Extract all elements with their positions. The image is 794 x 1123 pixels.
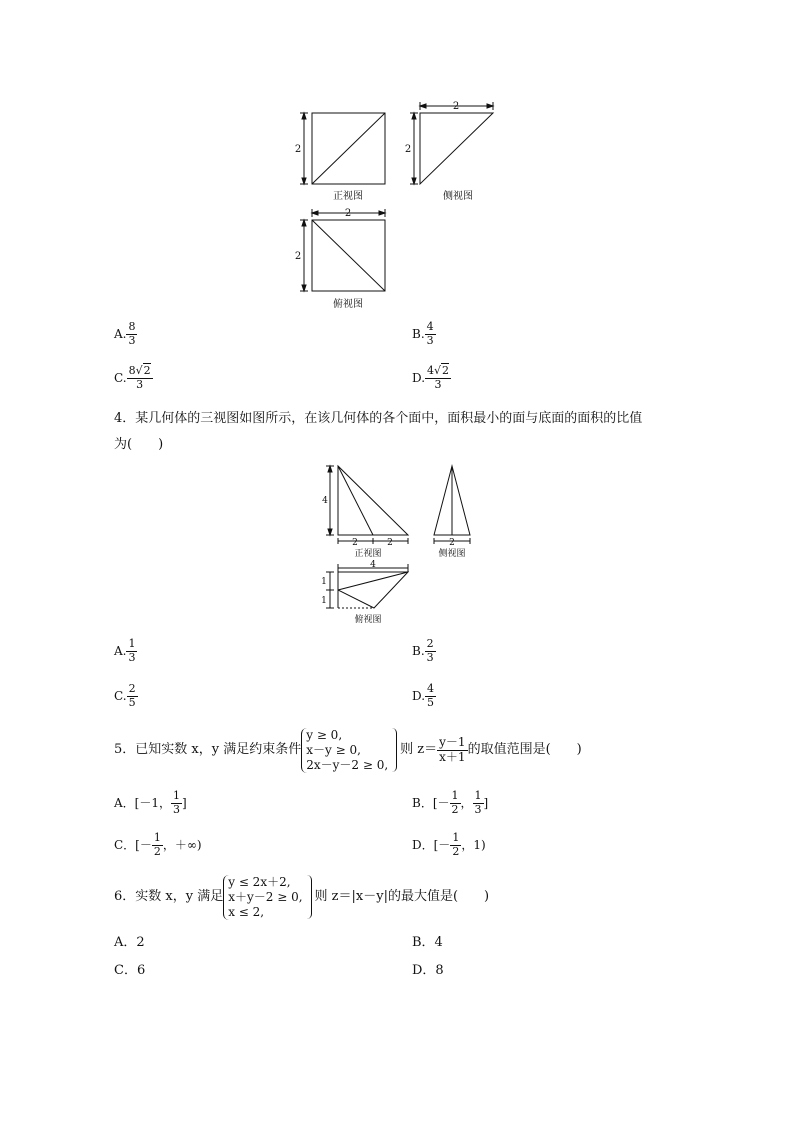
q3-side-view — [410, 102, 493, 184]
q3-top-label: 俯视图 — [333, 299, 363, 310]
q5-system-bracket — [392, 728, 397, 772]
q3-option-a-fraction — [126, 321, 137, 347]
q4-option-c-letter: C. — [114, 689, 127, 704]
q5-constraint-system — [301, 728, 392, 773]
q4-side-label: 侧视图 — [438, 549, 466, 559]
q4-front-view — [326, 466, 408, 544]
q4-option-b[interactable] — [412, 638, 436, 664]
q5-expression-den: x＋1 — [439, 749, 466, 764]
q3-option-d-radicand: 2 — [442, 364, 450, 377]
q3-three-view-figure — [290, 98, 510, 318]
q3-side-dim-top: 2 — [452, 101, 460, 112]
q3-top-view — [300, 209, 385, 291]
q5-expression-num: y－1 — [439, 734, 466, 749]
q5-constraint-2: x－y ≥ 0, — [306, 742, 361, 757]
q5-option-b[interactable]: B．[－ $\frac{1}{2}$ ， $\frac{1}{3}$ ] — [412, 789, 489, 816]
q5-option-c[interactable]: C．[－ $\frac{1}{2}$ ，＋∞) — [114, 831, 202, 858]
q5-option-d[interactable]: D．[－ $\frac{1}{2}$ ，1) — [412, 831, 486, 858]
q4-side-view — [434, 466, 470, 544]
q6-suffix: 则 z＝|x－y|的最大值是( ) — [314, 889, 490, 904]
q3-option-b[interactable] — [412, 321, 436, 347]
q4-option-c[interactable] — [114, 683, 138, 709]
q3-top-dim-top: 2 — [344, 208, 352, 219]
q5-expression-fraction — [437, 736, 467, 765]
q3-option-d-fraction: $\frac{4√2}{3}$ — [427, 364, 450, 391]
q6-option-c[interactable]: C．6 — [114, 963, 146, 978]
q5-suffix: 的取值范围是( ) — [467, 742, 582, 757]
q6-constraint-system — [223, 875, 306, 920]
q5-option-d-fraction: $\frac{1}{2}$ — [452, 831, 460, 858]
q3-option-b-letter: B. — [412, 327, 425, 342]
q4-option-d-fraction: $\frac{4}{5}$ — [427, 682, 435, 709]
q4-top-dim-lower: 1 — [321, 596, 327, 606]
q3-front-label: 正视图 — [333, 191, 363, 202]
q4-option-d-letter: D. — [412, 689, 426, 704]
q3-option-a-num: 8 — [128, 320, 136, 333]
q4-option-a[interactable] — [114, 638, 137, 664]
q3-option-b-fraction — [425, 321, 436, 347]
q3-option-c-letter: C. — [114, 371, 127, 386]
q4-option-b-fraction: $\frac{2}{3}$ — [426, 637, 434, 664]
q3-option-c-coef: 8 — [128, 364, 136, 377]
q4-stem-line2: 为( ) — [114, 437, 164, 452]
q3-option-c-fraction: $\frac{8√2}{3}$ — [128, 364, 151, 391]
q5-mid: 则 z＝ — [400, 742, 438, 757]
q3-top-dim-left: 2 — [294, 251, 302, 262]
q5-option-c-fraction: $\frac{1}{2}$ — [153, 831, 161, 858]
q4-front-dim-base-right: 2 — [387, 538, 393, 548]
q3-option-d-coef: 4 — [427, 364, 435, 377]
q6-option-b[interactable]: B．4 — [412, 935, 443, 950]
q3-option-d-letter: D. — [412, 371, 426, 386]
q5-option-b-fraction-2: $\frac{1}{3}$ — [474, 789, 482, 816]
q4-option-c-fraction: $\frac{2}{5}$ — [128, 682, 136, 709]
q4-option-a-fraction: $\frac{1}{3}$ — [128, 637, 136, 664]
q4-three-view-figure — [318, 458, 478, 630]
q3-option-c[interactable] — [114, 365, 153, 391]
q4-front-dim-base-left: 2 — [352, 538, 358, 548]
q5-prefix: 5．已知实数 x，y 满足约束条件 — [114, 742, 302, 757]
q5-constraint-1: y ≥ 0, — [306, 727, 343, 742]
q3-front-dim: 2 — [294, 144, 302, 155]
q5-constraint-3: 2x－y－2 ≥ 0, — [306, 757, 389, 772]
q4-top-view — [326, 564, 408, 608]
q4-front-dim-height: 4 — [322, 496, 328, 506]
q4-top-dim-length: 4 — [370, 560, 376, 570]
q3-option-b-den: 3 — [426, 333, 434, 347]
q4-side-dim: 2 — [449, 538, 455, 548]
q3-option-b-num: 4 — [426, 320, 434, 333]
q5-option-b-fraction-1: $\frac{1}{2}$ — [451, 789, 459, 816]
q3-option-c-den: 3 — [136, 377, 144, 391]
q3-option-a[interactable] — [114, 321, 137, 347]
q3-option-c-radicand: 2 — [143, 364, 151, 377]
q3-option-d-den: 3 — [434, 377, 442, 391]
q4-stem-line1: 4．某几何体的三视图如图所示，在该几何体的各个面中，面积最小的面与底面的面积的比值 — [114, 411, 643, 426]
q5-option-a[interactable]: A．[－1， $\frac{1}{3}$ ] — [114, 789, 187, 816]
q6-constraint-1: y ≤ 2x＋2, — [228, 874, 291, 889]
q3-front-view — [300, 113, 385, 184]
q3-option-a-den: 3 — [128, 333, 136, 347]
q4-top-dim-upper: 1 — [321, 577, 327, 587]
q4-top-label: 俯视图 — [354, 615, 382, 625]
q6-system-bracket — [307, 875, 312, 919]
q6-constraint-3: x ≤ 2, — [228, 904, 265, 919]
q6-stem — [114, 873, 489, 922]
q4-front-label: 正视图 — [354, 549, 382, 559]
q6-option-d[interactable]: D．8 — [412, 963, 444, 978]
q4-option-a-letter: A. — [114, 644, 127, 659]
q6-constraint-2: x＋y－2 ≥ 0, — [228, 889, 303, 904]
q3-option-d[interactable] — [412, 365, 451, 391]
q6-prefix: 6．实数 x，y 满足 — [114, 889, 224, 904]
q5-option-a-fraction: $\frac{1}{3}$ — [172, 789, 180, 816]
q3-side-dim-left: 2 — [404, 144, 412, 155]
q4-option-d[interactable] — [412, 683, 436, 709]
q4-option-b-letter: B. — [412, 644, 425, 659]
q6-option-a[interactable]: A．2 — [114, 935, 145, 950]
q5-stem — [114, 726, 582, 775]
q3-side-label: 侧视图 — [443, 191, 473, 202]
q3-option-a-letter: A. — [114, 327, 127, 342]
